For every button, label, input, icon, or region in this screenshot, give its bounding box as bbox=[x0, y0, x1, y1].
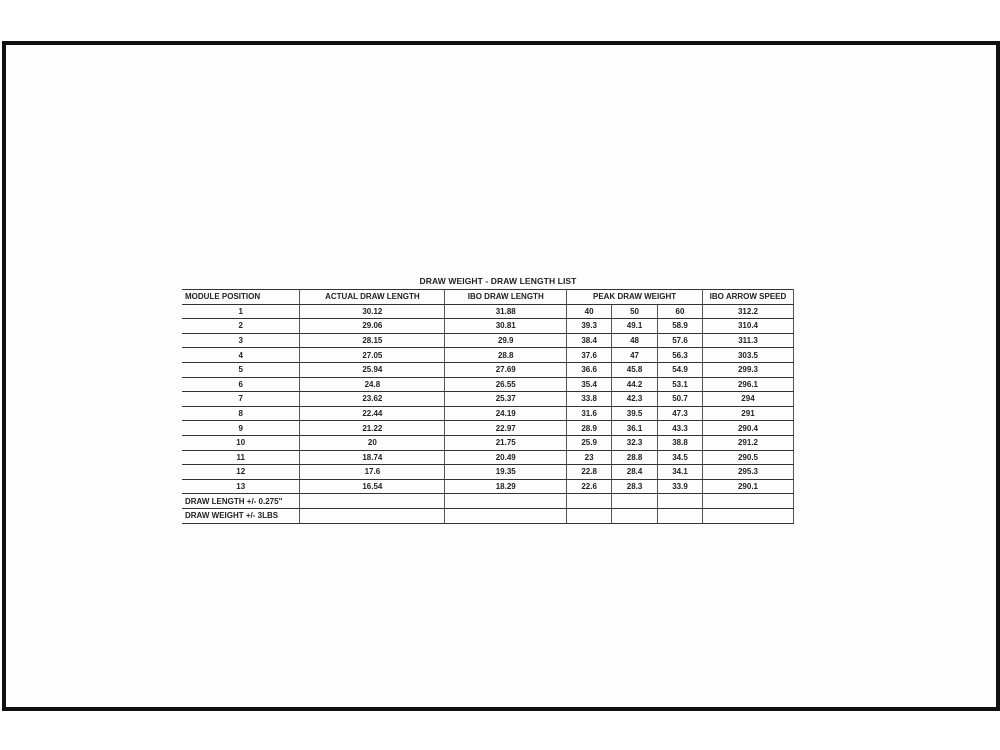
table-row bbox=[182, 479, 794, 494]
note-row bbox=[182, 508, 794, 523]
cell-position: 13 bbox=[182, 479, 300, 494]
cell-weight-50: 47 bbox=[612, 348, 658, 363]
cell-arrow-speed: 303.5 bbox=[702, 348, 793, 363]
header-row bbox=[182, 290, 794, 305]
cell-weight-60: 57.6 bbox=[658, 333, 703, 348]
empty-cell bbox=[612, 508, 658, 523]
table-row bbox=[182, 348, 794, 363]
empty-cell bbox=[567, 508, 612, 523]
cell-ibo-draw-length: 31.88 bbox=[445, 304, 567, 319]
cell-weight-60: 56.3 bbox=[658, 348, 703, 363]
cell-weight-50: 42.3 bbox=[612, 392, 658, 407]
cell-weight-60: 38.8 bbox=[658, 435, 703, 450]
cell-weight-40: 35.4 bbox=[567, 377, 612, 392]
cell-ibo-draw-length: 18.29 bbox=[445, 479, 567, 494]
cell-arrow-speed: 311.3 bbox=[702, 333, 793, 348]
header-module-position: MODULE POSITION bbox=[182, 290, 300, 305]
cell-arrow-speed: 296.1 bbox=[702, 377, 793, 392]
draw-weight-table bbox=[182, 289, 794, 524]
cell-ibo-draw-length: 22.97 bbox=[445, 421, 567, 436]
cell-ibo-draw-length: 28.8 bbox=[445, 348, 567, 363]
cell-weight-40: 39.3 bbox=[567, 319, 612, 334]
cell-arrow-speed: 291.2 bbox=[702, 435, 793, 450]
table-title: DRAW WEIGHT - DRAW LENGTH LIST bbox=[419, 276, 577, 286]
table-row bbox=[182, 450, 794, 465]
cell-actual-draw-length: 24.8 bbox=[300, 377, 445, 392]
cell-weight-60: 34.1 bbox=[658, 465, 703, 480]
header-actual-draw-length: ACTUAL DRAW LENGTH bbox=[300, 290, 445, 305]
empty-cell bbox=[445, 508, 567, 523]
cell-position: 11 bbox=[182, 450, 300, 465]
cell-weight-40: 25.9 bbox=[567, 435, 612, 450]
cell-weight-40: 40 bbox=[567, 304, 612, 319]
header-ibo-arrow-speed: IBO ARROW SPEED bbox=[702, 290, 793, 305]
table-row bbox=[182, 319, 794, 334]
cell-weight-50: 50 bbox=[612, 304, 658, 319]
cell-arrow-speed: 294 bbox=[702, 392, 793, 407]
table-row bbox=[182, 333, 794, 348]
cell-position: 9 bbox=[182, 421, 300, 436]
note-draw-weight: DRAW WEIGHT +/- 3LBS bbox=[182, 508, 300, 523]
cell-arrow-speed: 310.4 bbox=[702, 319, 793, 334]
empty-cell bbox=[300, 494, 445, 509]
empty-cell bbox=[567, 494, 612, 509]
cell-weight-40: 37.6 bbox=[567, 348, 612, 363]
cell-arrow-speed: 295.3 bbox=[702, 465, 793, 480]
cell-arrow-speed: 290.4 bbox=[702, 421, 793, 436]
cell-actual-draw-length: 29.06 bbox=[300, 319, 445, 334]
cell-weight-60: 50.7 bbox=[658, 392, 703, 407]
cell-ibo-draw-length: 25.37 bbox=[445, 392, 567, 407]
cell-weight-40: 28.9 bbox=[567, 421, 612, 436]
cell-arrow-speed: 291 bbox=[702, 406, 793, 421]
cell-position: 10 bbox=[182, 435, 300, 450]
cell-arrow-speed: 290.1 bbox=[702, 479, 793, 494]
cell-weight-40: 36.6 bbox=[567, 362, 612, 377]
table-row bbox=[182, 362, 794, 377]
cell-actual-draw-length: 22.44 bbox=[300, 406, 445, 421]
cell-weight-50: 48 bbox=[612, 333, 658, 348]
cell-ibo-draw-length: 21.75 bbox=[445, 435, 567, 450]
cell-weight-50: 28.3 bbox=[612, 479, 658, 494]
cell-weight-50: 39.5 bbox=[612, 406, 658, 421]
cell-weight-40: 22.8 bbox=[567, 465, 612, 480]
note-row bbox=[182, 494, 794, 509]
empty-cell bbox=[658, 508, 703, 523]
cell-ibo-draw-length: 20.49 bbox=[445, 450, 567, 465]
cell-position: 1 bbox=[182, 304, 300, 319]
cell-weight-50: 44.2 bbox=[612, 377, 658, 392]
cell-weight-40: 31.6 bbox=[567, 406, 612, 421]
cell-weight-60: 60 bbox=[658, 304, 703, 319]
cell-position: 7 bbox=[182, 392, 300, 407]
header-peak-draw-weight: PEAK DRAW WEIGHT bbox=[567, 290, 703, 305]
cell-actual-draw-length: 17.6 bbox=[300, 465, 445, 480]
cell-actual-draw-length: 21.22 bbox=[300, 421, 445, 436]
cell-actual-draw-length: 27.05 bbox=[300, 348, 445, 363]
cell-position: 3 bbox=[182, 333, 300, 348]
note-draw-length: DRAW LENGTH +/- 0.275" bbox=[182, 494, 300, 509]
cell-ibo-draw-length: 27.69 bbox=[445, 362, 567, 377]
cell-weight-60: 47.3 bbox=[658, 406, 703, 421]
cell-ibo-draw-length: 26.55 bbox=[445, 377, 567, 392]
cell-weight-60: 43.3 bbox=[658, 421, 703, 436]
cell-actual-draw-length: 23.62 bbox=[300, 392, 445, 407]
cell-weight-60: 34.5 bbox=[658, 450, 703, 465]
empty-cell bbox=[612, 494, 658, 509]
cell-actual-draw-length: 28.15 bbox=[300, 333, 445, 348]
cell-ibo-draw-length: 24.19 bbox=[445, 406, 567, 421]
cell-weight-50: 32.3 bbox=[612, 435, 658, 450]
cell-weight-60: 54.9 bbox=[658, 362, 703, 377]
cell-weight-50: 28.4 bbox=[612, 465, 658, 480]
table-row bbox=[182, 421, 794, 436]
cell-weight-50: 28.8 bbox=[612, 450, 658, 465]
empty-cell bbox=[300, 508, 445, 523]
table-row bbox=[182, 435, 794, 450]
cell-position: 12 bbox=[182, 465, 300, 480]
cell-weight-40: 23 bbox=[567, 450, 612, 465]
cell-weight-60: 58.9 bbox=[658, 319, 703, 334]
cell-ibo-draw-length: 29.9 bbox=[445, 333, 567, 348]
cell-position: 2 bbox=[182, 319, 300, 334]
cell-actual-draw-length: 20 bbox=[300, 435, 445, 450]
cell-position: 4 bbox=[182, 348, 300, 363]
cell-weight-50: 49.1 bbox=[612, 319, 658, 334]
empty-cell bbox=[702, 494, 793, 509]
table-row bbox=[182, 392, 794, 407]
cell-weight-40: 33.8 bbox=[567, 392, 612, 407]
cell-actual-draw-length: 30.12 bbox=[300, 304, 445, 319]
cell-position: 5 bbox=[182, 362, 300, 377]
table-row bbox=[182, 304, 794, 319]
table-row bbox=[182, 377, 794, 392]
cell-arrow-speed: 312.2 bbox=[702, 304, 793, 319]
cell-ibo-draw-length: 19.35 bbox=[445, 465, 567, 480]
empty-cell bbox=[658, 494, 703, 509]
cell-arrow-speed: 290.5 bbox=[702, 450, 793, 465]
cell-weight-40: 38.4 bbox=[567, 333, 612, 348]
table-row bbox=[182, 465, 794, 480]
cell-arrow-speed: 299.3 bbox=[702, 362, 793, 377]
empty-cell bbox=[702, 508, 793, 523]
cell-actual-draw-length: 18.74 bbox=[300, 450, 445, 465]
cell-ibo-draw-length: 30.81 bbox=[445, 319, 567, 334]
cell-position: 8 bbox=[182, 406, 300, 421]
cell-weight-50: 36.1 bbox=[612, 421, 658, 436]
cell-actual-draw-length: 16.54 bbox=[300, 479, 445, 494]
table-row bbox=[182, 406, 794, 421]
cell-position: 6 bbox=[182, 377, 300, 392]
cell-actual-draw-length: 25.94 bbox=[300, 362, 445, 377]
cell-weight-60: 53.1 bbox=[658, 377, 703, 392]
cell-weight-60: 33.9 bbox=[658, 479, 703, 494]
empty-cell bbox=[445, 494, 567, 509]
header-ibo-draw-length: IBO DRAW LENGTH bbox=[445, 290, 567, 305]
cell-weight-40: 22.6 bbox=[567, 479, 612, 494]
cell-weight-50: 45.8 bbox=[612, 362, 658, 377]
